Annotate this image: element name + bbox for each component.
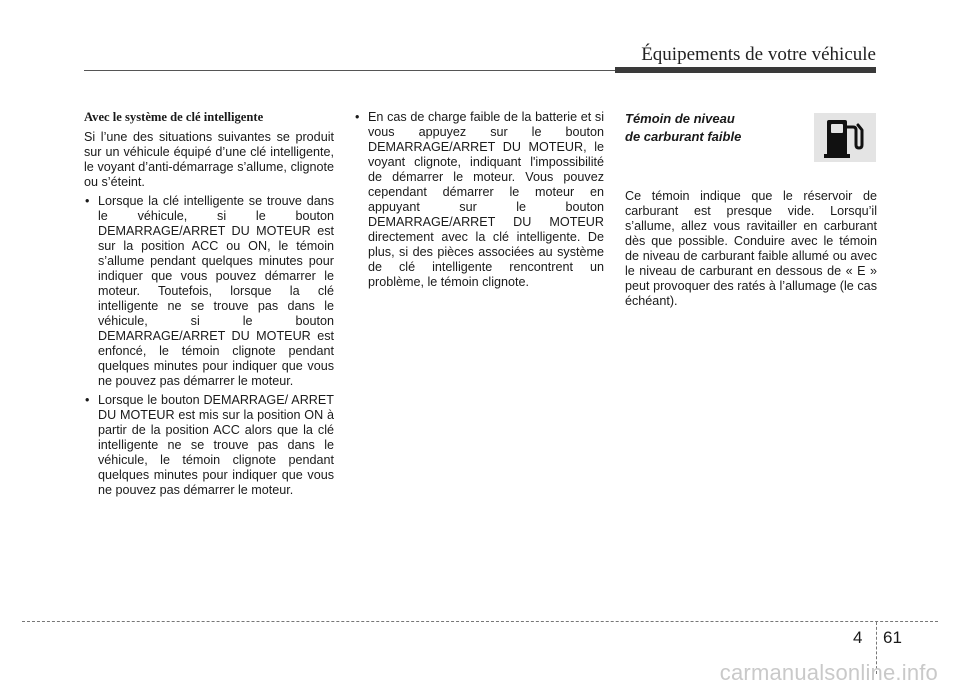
chapter-number: 4 [853, 628, 863, 647]
bullet-icon: • [85, 194, 90, 208]
low-fuel-description: Ce témoin indique que le réservoir de carburant est presque vide. Lorsqu’il s’allume, allez vous ravitailler en carburant dès que possible. Conduire avec le témoin de niveau de carburant faible allumé ou avec le niveau de carburant en dessous de « E » peut provoquer des ratés à l’allumage (le cas échéant). [625, 189, 877, 308]
page-number: 61 [883, 628, 902, 647]
list-item [354, 110, 604, 290]
bullet-icon: • [85, 393, 90, 407]
list-item-text: Lorsque la clé intelligente se trouve dans le véhicule, si le bouton DEMARRAGE/ARRET DU MOTEUR est sur la position ACC ou ON, le témoin s’allume pendant quelques minutes pour indiquer que vous pouvez démarrer le moteur. Toutefois, lorsque la clé intelligente ne se trouve pas dans le véhicule, si le bouton DEMARRAGE/ARRET DU MOTEUR est enfoncé, le témoin clignote pendant quelques minutes pour indiquer que vous ne pouvez pas démarrer le moteur. [98, 194, 334, 388]
list-item-text: Lorsque le bouton DEMARRAGE/ ARRET DU MOTEUR est mis sur la position ON à partir de la position ACC alors que la clé intelligente ne se trouve pas dans le véhicule, le témoin clignote pendant quelques minutes pour indiquer que vous ne pouvez pas démarrer le moteur. [98, 393, 334, 497]
list-item [84, 194, 334, 389]
fuel-pump-icon [823, 117, 867, 159]
list-item-text: En cas de charge faible de la batterie et si vous appuyez sur le bouton DEMARRAGE/ARRET DU MOTEUR, le voyant clignote, indiquant l'impossibilité de démarrer le moteur. Vous pouvez cependant démarrer le moteur en appuyant sur le bouton DEMARRAGE/ARRET DU MOTEUR directement avec la clé intelligente. De plus, si des pièces associées au système de clé intelligente rencontrent un problème, le témoin clignote. [368, 110, 604, 289]
footer-rule [22, 621, 938, 622]
left-column [84, 110, 334, 502]
header-rule-accent [615, 67, 876, 73]
page-header-title: Équipements de votre véhicule [641, 44, 876, 65]
bullet-icon: • [355, 110, 360, 124]
list-item [84, 393, 334, 498]
smart-key-heading: Avec le système de clé intelligente [84, 110, 264, 124]
watermark: carmanualsonline.info [719, 660, 938, 685]
low-fuel-warning-light [814, 113, 876, 162]
smart-key-intro: Si l’une des situations suivantes se produit sur un véhicule équipé d’une clé intelligente, le voyant d’anti-démarrage s’allume, clignote ou s’éteint. [84, 130, 334, 189]
low-fuel-heading [625, 110, 795, 146]
low-fuel-heading-line1: Témoin de niveau [625, 111, 735, 126]
middle-column [354, 110, 604, 294]
low-fuel-heading-line2: de carburant faible [625, 129, 742, 144]
